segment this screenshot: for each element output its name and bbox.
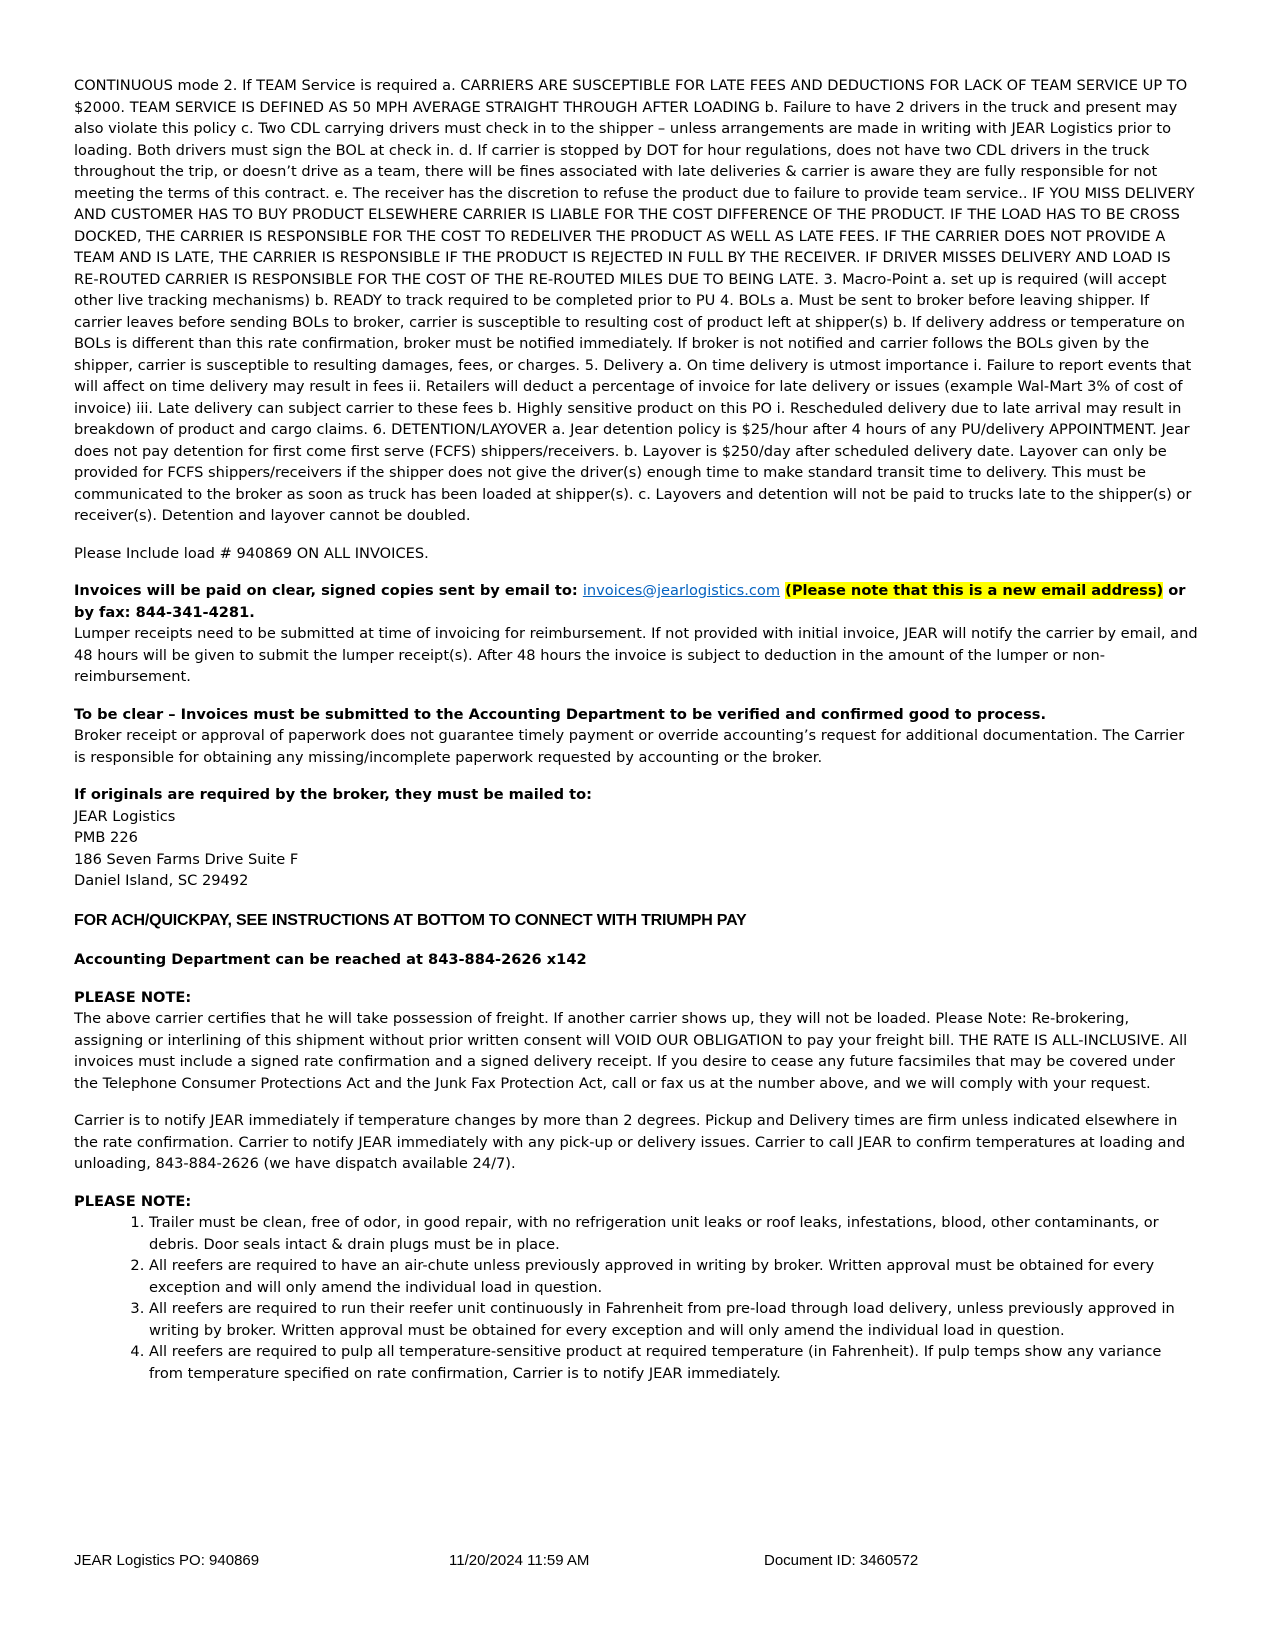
footer-po: JEAR Logistics PO: 940869 xyxy=(74,1552,260,1569)
originals-heading: If originals are required by the broker, they must be mailed to: xyxy=(74,786,593,803)
page-footer xyxy=(74,1552,1199,1572)
accounting-note: Accounting Department can be reached at 843-884-2626 x142 xyxy=(74,951,587,968)
clear-heading: To be clear – Invoices must be submitted to the Accounting Department to be verified and confirmed good to process. xyxy=(74,705,1046,723)
requirements-list xyxy=(74,1212,1199,1384)
clear-body: Broker receipt or approval of paperwork does not guarantee timely payment or override accounting’s request for additional documentation. The Carrier is responsible for obtaining any missing/incomplete paperwork requested by accounting or the broker. xyxy=(74,727,1185,766)
list-item: 1. Trailer must be clean, free of odor, in good repair, with no refrigeration unit leaks or roof leaks, infestations, blood, other contaminants, or debris. Door seals intact & drain plugs must be in place. xyxy=(149,1212,1199,1255)
please-note-section-2 xyxy=(74,1191,1199,1385)
footer-datetime: 11/20/2024 11:59 AM xyxy=(449,1552,590,1569)
invoices-email-link[interactable]: invoices@jearlogistics.com xyxy=(582,582,781,599)
address-line: JEAR Logistics xyxy=(74,807,176,825)
temperature-note: Carrier is to notify JEAR immediately if temperature changes by more than 2 degrees. Pickup and Delivery times are firm unless indicated elsewhere in the rate confirmation. Carrier to notify JEAR immediately with any pick-up or delivery issues. Carrier to call JEAR to confirm temperatures at loading and unloading, 843-884-2626 (we have dispatch available 24/7). xyxy=(74,1112,1186,1172)
please-note-body: The above carrier certifies that he will take possession of freight. If another carrier shows up, they will not be loaded. Please Note: Re-brokering, assigning or interlining of this shipment without prior written consent will VOID OUR OBLIGATION to pay your freight bill. THE RATE IS ALL-INCLUSIVE. All invoices must include a signed rate confirmation and a signed delivery receipt. If you desire to cease any future facsimiles that may be covered under the Telephone Consumer Protections Act and the Junk Fax Protection Act, call or fax us at the number above, and we will comply with your request. xyxy=(74,1010,1188,1092)
lumper-text: Lumper receipts need to be submitted at time of invoicing for reimbursement. If not provided with initial invoice, JEAR will notify the carrier by email, and 48 hours will be given to submit the lumper receipt(s). After 48 hours the invoice is subject to deduction in the amount of the lumper or non-reimbursement. xyxy=(74,625,1198,685)
list-item: 2. All reefers are required to have an air-chute unless previously approved in writing by broker. Written approval must be obtained for every exception and will only amend the individual load in question. xyxy=(149,1255,1199,1298)
document-body xyxy=(74,75,1199,1384)
address-line: 186 Seven Farms Drive Suite F xyxy=(74,850,299,868)
list-item: 3. All reefers are required to run their reefer unit continuously in Fahrenheit from pre-load through load delivery, unless previously approved in writing by broker. Written approval must be obtained for every exception and will only amend the individual load in question. xyxy=(149,1298,1199,1341)
list-item: 4. All reefers are required to pulp all temperature-sensitive product at required temperature (in Fahrenheit). If pulp temps show any variance from temperature specified on rate confirmation, Carrier is to notify JEAR immediately. xyxy=(149,1341,1199,1384)
footer-document-id: Document ID: 3460572 xyxy=(764,1552,919,1569)
invoices-line xyxy=(74,580,1199,623)
originals-section xyxy=(74,784,1199,892)
address-line: Daniel Island, SC 29492 xyxy=(74,872,249,889)
new-email-highlight: (Please note that this is a new email address) xyxy=(785,582,1164,599)
invoices-section xyxy=(74,580,1199,688)
terms-paragraph: CONTINUOUS mode 2. If TEAM Service is required a. CARRIERS ARE SUSCEPTIBLE FOR LATE FEES AND DEDUCTIONS FOR LACK OF TEAM SERVICE UP TO $2000. TEAM SERVICE IS DEFINED AS 50 MPH AVERAGE STRAIGHT THROUGH AFTER LOADING b. Failure to have 2 drivers in the truck and present may also violate this policy c. Two CDL carrying drivers must check in to the shipper – unless arrangements are made in writing with JEAR Logistics prior to loading. Both drivers must sign the BOL at check in. d. If carrier is stopped by DOT for hour regulations, does not have two CDL drivers in the truck throughout the trip, or doesn’t drive as a team, there will be fines associated with late deliveries & carrier is aware they are fully responsible for not meeting the terms of this contract. e. The receiver has the discretion to refuse the product due to failure to provide team service.. IF YOU MISS DELIVERY AND CUSTOMER HAS TO BUY PRODUCT ELSEWHERE CARRIER IS LIABLE FOR THE COST DIFFERENCE OF THE PRODUCT. IF THE LOAD HAS TO BE CROSS DOCKED, THE CARRIER IS RESPONSIBLE FOR THE COST TO REDELIVER THE PRODUCT AS WELL AS LATE FEES. IF THE CARRIER DOES NOT PROVIDE A TEAM AND IS LATE, THE CARRIER IS RESPONSIBLE IF THE PRODUCT IS REJECTED IN FULL BY THE RECEIVER. IF DRIVER MISSES DELIVERY AND LOAD IS RE-ROUTED CARRIER IS RESPONSIBLE FOR THE COST OF THE RE-ROUTED MILES DUE TO BEING LATE. 3. Macro-Point a. set up is required (will accept other live tracking mechanisms) b. READY to track required to be completed prior to PU 4. BOLs a. Must be sent to broker before leaving shipper. If carrier leaves before sending BOLs to broker, carrier is susceptible to resulting cost of product left at shipper(s) b. If delivery address or temperature on BOLs is different than this rate confirmation, broker must be notified immediately. If broker is not notified and carrier follows the BOLs given by the shipper, carrier is susceptible to resulting damages, fees, or charges. 5. Delivery a. On time delivery is utmost importance i. Failure to report events that will affect on time delivery may result in fees ii. Retailers will deduct a percentage of invoice for late delivery or issues (example Wal-Mart 3% of cost of invoice) iii. Late delivery can subject carrier to these fees b. Highly sensitive product on this PO i. Rescheduled delivery due to late arrival may result in breakdown of product and cargo claims. 6. DETENTION/LAYOVER a. Jear detention policy is $25/hour after 4 hours of any PU/delivery APPOINTMENT. Jear does not pay detention for first come first serve (FCFS) shippers/receivers. b. Layover is $250/day after scheduled delivery date. Layover can only be provided for FCFS shippers/receivers if the shipper does not give the driver(s) enough time to make standard transit time to delivery. This must be communicated to the broker as soon as truck has been loaded at shipper(s). c. Layovers and detention will not be paid to trucks late to the shipper(s) or receiver(s). Detention and layover cannot be doubled. xyxy=(74,77,1195,524)
clear-section xyxy=(74,704,1199,769)
please-note-heading: PLEASE NOTE: xyxy=(74,1192,192,1210)
fax-text: or by fax: 844-341-4281. xyxy=(74,582,1186,621)
load-note: Please Include load # 940869 ON ALL INVOICES. xyxy=(74,544,429,562)
please-note-section-1 xyxy=(74,987,1199,1095)
address-line: PMB 226 xyxy=(74,829,138,846)
please-note-heading: PLEASE NOTE: xyxy=(74,988,192,1006)
ach-note: FOR ACH/QUICKPAY, SEE INSTRUCTIONS AT BOTTOM TO CONNECT WITH TRIUMPH PAY xyxy=(74,911,747,929)
invoices-lead: Invoices will be paid on clear, signed copies sent by email to: xyxy=(74,582,583,599)
